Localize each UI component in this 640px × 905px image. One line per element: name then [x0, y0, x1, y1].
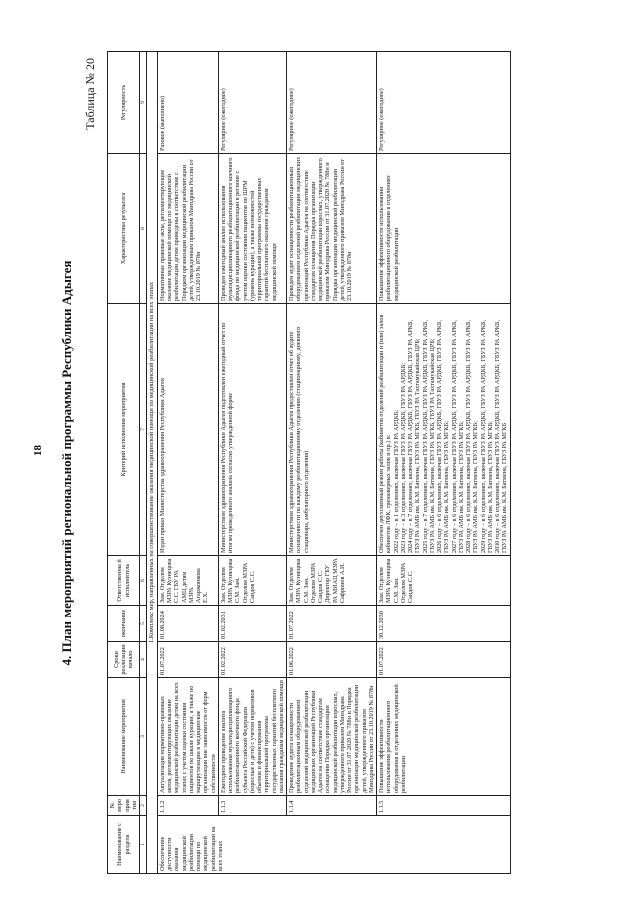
criterion-cell: Министерством здравоохранения Республики Адыгея подготовлен ежегодный отчет по итогам проведенного анализа согласно утвержденной форме	[218, 304, 286, 556]
column-number: 7	[140, 304, 147, 556]
end-date: 01.02.2031	[218, 606, 286, 642]
criterion-cell	[377, 304, 511, 556]
column-number: 1	[140, 816, 147, 874]
header-num: № мероприятия	[108, 796, 140, 816]
section-title: 1.Комплекс мер, направленных на совершенствование оказания медицинской помощи по медицинской реабилитации на всех этапах	[147, 52, 157, 874]
measure-number: 1.1.3	[218, 796, 286, 816]
column-number: 8	[140, 154, 147, 304]
table-row	[157, 52, 218, 874]
page-title: 4. План мероприятий региональной программы Республики Адыгея	[59, 260, 74, 666]
rotated-page-content	[55, 48, 595, 878]
column-number: 5	[140, 606, 147, 642]
criterion-line: 2025 году – в 7 отделениях, включая ГБУЗ РА АРДКБ, ГБУЗ РА АРДКБ, ГБУЗ РА АРКБ, ГБУЗ РА АМБ им. К.М. Батмена, ГБУЗ РА МГКБ, ГБУЗ РА Тахтамукайская ЦРБ;	[421, 319, 436, 553]
regularity-cell: Регулярное (ежегодное)	[377, 52, 511, 154]
measure-name: Ежегодное проведение анализа использования мультидисциплинарного реабилитационного коечного фонда субъекта Российской Федерации (взрослые и дети) с учетом нормативов объемов и финансирования территориальной программы государственных гарантий бесплатного оказания гражданам медицинской помощи	[218, 678, 286, 796]
start-date: 01.07.2022	[377, 642, 511, 678]
header-regularity: Регулярность	[108, 52, 140, 154]
header-start: Сроки реализации начало	[108, 642, 140, 678]
criterion-line: 2030 году – в 6 отделениях, включая ГБУЗ РА АРДКБ, ГБУЗ РА АРДКБ, ГБУЗ РА АРКБ, ГБУЗ РА АМБ им. К.М. Батмена, ГБУЗ РА МГКБ	[494, 319, 509, 553]
header-result: Характеристика результата	[108, 154, 140, 304]
start-date: 01.06.2022	[287, 642, 377, 678]
result-cell: Повышение эффективности использования реабилитационного оборудования в отделениях медицинской реабилитации	[377, 154, 511, 304]
criterion-line: 2023 году – в 3 отделениях, включая ГБУЗ РА АРДКБ, ГБУЗ РА АРДКБ;	[399, 363, 407, 553]
table-row	[377, 52, 511, 874]
criterion-line: Обеспечен двухсменный режим работы (кабинетов отделений реабилитации и (или) залов кабинетов ЛФК, тренажерных залов и пр.) в:	[378, 314, 393, 553]
measure-name: Проведение аудита оснащенности реабилитационным оборудованием отделений медицинской реабилитации медицинских организаций Республики Адыгея на соответствие стандартам оснащения Порядка организации медицинской реабилитации взрослых, утвержденного приказом Минздрава России от 31.07.2020 № 788н и Порядка организации медицинской реабилитации детей, утвержденного приказом Минздрава России от 23.10.2019 № 878н	[287, 678, 377, 796]
column-number: 4	[140, 642, 147, 678]
table-row	[287, 52, 377, 874]
section-row	[147, 52, 157, 874]
measure-number: 1.1.2	[157, 796, 218, 816]
criterion-line: 2026 году – в 6 отделениях, включая ГБУЗ РА АРДКБ, ГБУЗ РА АРДКБ, ГБУЗ РА АРКБ, ГБУЗ РА АМБ им. К.М. Батмена, ГБУЗ РА МГКБ;	[436, 319, 451, 553]
header-criterion: Критерий исполнения мероприятия	[108, 304, 140, 556]
header-responsible: Ответственны й исполнитель	[108, 556, 140, 606]
regularity-cell: Регулярное (ежегодное)	[218, 52, 286, 154]
end-date: 30.12.2030	[377, 606, 511, 642]
criterion-line: 2028 году – в 6 отделениях, включая ГБУЗ РА АРДКБ, ГБУЗ РА АРДКБ, ГБУЗ РА АРКБ, ГБУЗ РА АМБ им. К.М. Батмена, ГБУЗ РА МГКБ;	[465, 319, 480, 553]
header-section: Наименование с раздела	[108, 816, 140, 874]
column-number: 3	[140, 678, 147, 796]
header-row	[108, 52, 140, 874]
page-number: 18	[32, 445, 44, 456]
regularity-cell: Регулярное (ежегодное)	[287, 52, 377, 154]
criterion-line: 2022 году – в 1 отделениях, включая ГБУЗ РА АРДКБ;	[392, 409, 400, 553]
measures-table	[107, 51, 511, 874]
result-cell: Проведен аудит оснащенности реабилитационным оборудованием отделений реабилитации медицинских организаций Республики Адыгея на соответствие стандартам оснащения Порядка организации медицинской реабилитации взрослых, утвержденного приказом Минздрава России от 31.07.2020 № 788н и Порядка организации медицинской реабилитации детей, утвержденного приказом Минздрава России от 23.10.2019 № 878н	[287, 154, 377, 304]
criterion-line: 2024 году – в 7 отделениях, включая ГБУЗ РА АРДКБ, ГБУЗ РА АРДКБ, ГБУЗ РА АРКБ, ГБУЗ РА АМБ им. К.М. Батмена, ГБУЗ РА МГКБ, ГБУЗ РА Тахтамукайская ЦРБ;	[407, 319, 422, 553]
start-date: 01.07.2022	[157, 642, 218, 678]
column-number: 9	[140, 52, 147, 154]
responsible-person: Зам. Отделом МЗРА Кузнецова С.С. ГБУ РА АМЦ детям МЗРА Агаржонкова Е.Х.	[157, 556, 218, 606]
responsible-person: Зам. Отделом МЗРА Кузнецова С.М. Зам. Отделом МЗРА Саидов С.С.	[218, 556, 286, 606]
responsible-person: Зам. Отделом МЗРА Кузнецова С.М. Зам. Отделом МЗРА Саидов С.С. Директор ГБУ РА МИАЦ МЗРА Сафронов А.И.	[287, 556, 377, 606]
end-date: 01.07.2022	[287, 606, 377, 642]
table-row	[218, 52, 286, 874]
column-number-row	[140, 52, 147, 874]
column-number: 2	[140, 796, 147, 816]
criterion-line: 2027 году – в 6 отделениях, включая ГБУЗ РА АРДКБ, ГБУЗ РА АРДКБ, ГБУЗ РА АРКБ, ГБУЗ РА АМБ им. К.М. Батмена, ГБУЗ РА МГКБ;	[450, 319, 465, 553]
column-number: 6	[140, 556, 147, 606]
table-label: Таблица № 20	[83, 58, 97, 130]
criterion-cell: Издан приказ Министерства здравоохранения Республики Адыгея	[157, 304, 218, 556]
start-date: 01.02.2022	[218, 642, 286, 678]
end-date: 01.08.2024	[157, 606, 218, 642]
result-cell: Нормативные правовые акты, регламентирующие оказание медицинской помощи по медицинской реабилитации детям приведены в соответствие с Порядком организации медицинской реабилитации детей, утвержденным приказом Минздрава России от 23.10.2019 № 878н	[157, 154, 218, 304]
header-end: окончание	[108, 606, 140, 642]
header-name: Наименование мероприятия	[108, 678, 140, 796]
measure-name: Повышение эффективности использования реабилитационного оборудования в отделениях медицинской реабилитации	[377, 678, 511, 796]
measure-number: 1.1.4	[287, 796, 377, 816]
measure-number: 1.1.5	[377, 796, 511, 816]
measure-name: Актуализация нормативно-правовых актов, регламентирующих оказание медицинской реабилитации детям на всех этапах с учетом оценки состояния пациентов по шкале курации, а также по маршрутизации в медицинские организации вне зависимости от форм собственности	[157, 678, 218, 796]
responsible-person: Зам. Отделом МЗРА Кузнецова С.М. Зам. Отделом МЗРА Саидов С.С.	[377, 556, 511, 606]
criterion-cell: Министерством здравоохранения Республики Адыгея предоставлен отчет об аудите оснащенности по каждому реабилитационному отделению (стационарному, дневного стационара, амбулаторного отделения)	[287, 304, 377, 556]
criterion-line: 2029 году – в 6 отделениях, включая ГБУЗ РА АРДКБ, ГБУЗ РА АРДКБ, ГБУЗ РА АРКБ, ГБУЗ РА АМБ им. К.М. Батмена, ГБУЗ РА МГКБ;	[479, 319, 494, 553]
result-cell: Проведен ежегодный анализ использования мультидисциплинарного реабилитационного коечного фонда по медицинской реабилитации в регионе с учетом оценки состояния пациентов по ШРМ (уровень курации), а также возможностей территориальной программы государственных гарантий бесплатного оказания гражданам медицинской помощи	[218, 154, 286, 304]
regularity-cell: Разовое (выполнено)	[157, 52, 218, 154]
section-name-cell: Обеспечение доступности оказания медицинской реабилитации помощи по медицинской реабилитации на всех этапах	[157, 816, 510, 874]
